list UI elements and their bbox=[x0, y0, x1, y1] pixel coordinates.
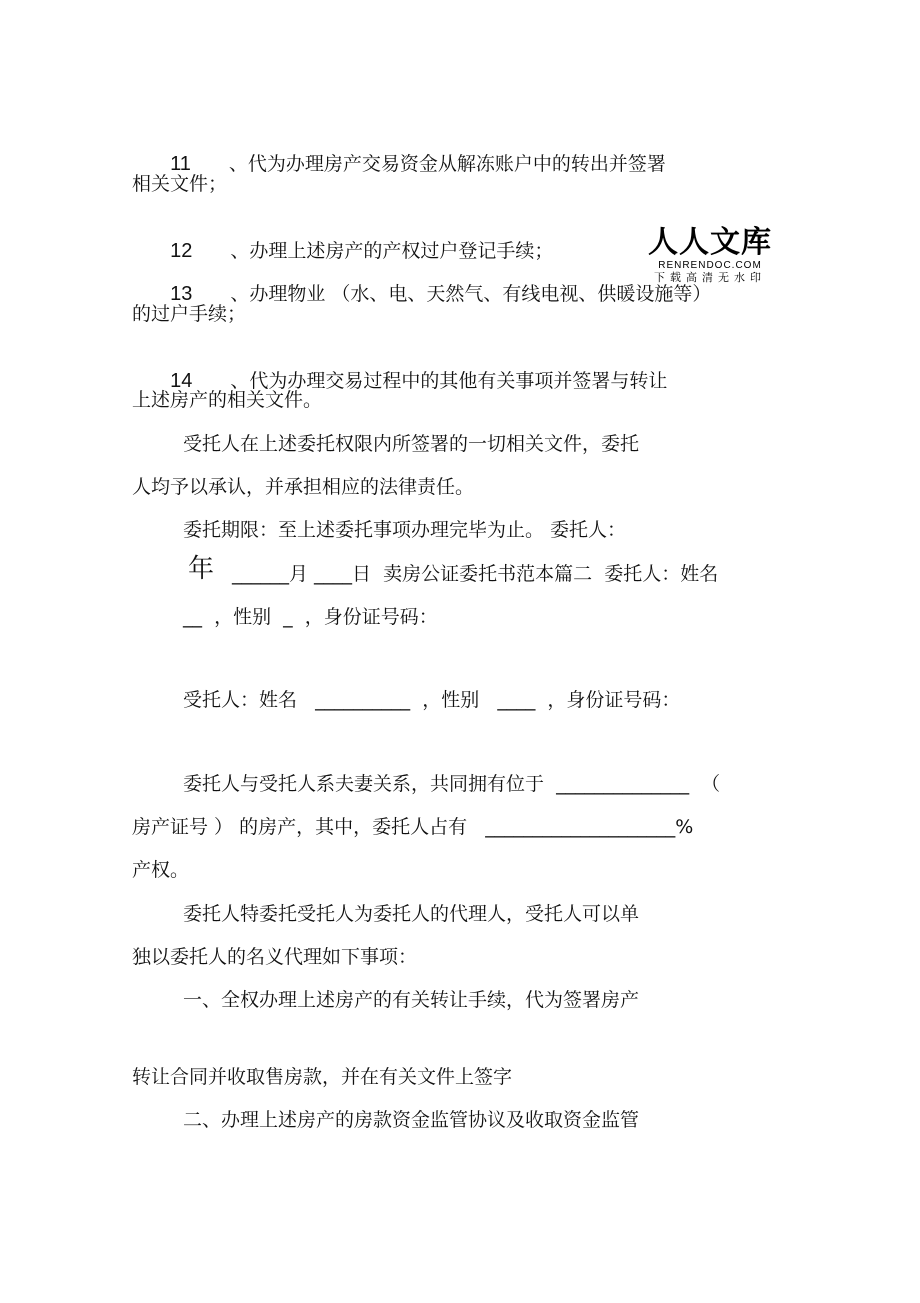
item-number: 11 bbox=[170, 153, 191, 175]
item-number: 12 bbox=[170, 240, 193, 262]
item-text: 、代为办理交易过程中的其他有关事项并签署与转让 bbox=[230, 370, 668, 392]
paragraph-line: 相关文件； bbox=[132, 173, 228, 195]
paragraph-line: 二、办理上述房产的房款资金监管协议及收取资金监管 bbox=[183, 1109, 640, 1131]
watermark-logo bbox=[640, 226, 780, 284]
paragraph-line: 委托人特委托受托人为委托人的代理人，受托人可以单 bbox=[183, 903, 640, 925]
paragraph-line: 产权。 bbox=[132, 859, 190, 881]
paragraph-line: 人均予以承认，并承担相应的法律责任。 bbox=[132, 476, 475, 498]
watermark-title: 人人文库 bbox=[648, 225, 772, 260]
paragraph-line: __ ，性别 _ ，身份证号码： bbox=[183, 606, 438, 628]
paragraph-line: 房产证号 ） 的房产，其中，委托人占有 ____________________% bbox=[132, 816, 694, 838]
item-text: 、办理上述房产的产权过户登记手续； bbox=[230, 240, 554, 262]
item-number: 13 bbox=[170, 283, 193, 305]
list-item-13 bbox=[158, 258, 711, 306]
list-item-11 bbox=[158, 128, 666, 176]
paragraph-line: 受托人：姓名 __________ ，性别 ____ ，身份证号码： bbox=[183, 689, 681, 711]
paragraph-line: 转让合同并收取售房款，并在有关文件上签字 bbox=[132, 1066, 513, 1088]
paragraph-line: 委托人与受托人系夫妻关系，共同拥有位于 ______________ （ bbox=[183, 773, 721, 795]
paragraph-line: 的过户手续； bbox=[132, 303, 247, 325]
item-text: 、代为办理房产交易资金从解冻账户中的转出并签署 bbox=[228, 153, 666, 175]
item-text: 、办理物业 （水、电、天然气、有线电视、供暖设施等） bbox=[230, 283, 712, 305]
item-number: 14 bbox=[170, 370, 193, 392]
year-label: 年 bbox=[188, 554, 215, 584]
watermark-url: RENRENDOC.COM bbox=[658, 260, 762, 271]
paragraph-line: 独以委托人的名义代理如下事项： bbox=[132, 946, 418, 968]
paragraph-line: 受托人在上述委托权限内所签署的一切相关文件，委托 bbox=[183, 433, 640, 455]
paragraph-line: 一、全权办理上述房产的有关转让手续，代为签署房产 bbox=[183, 989, 640, 1011]
paragraph-line: 上述房产的相关文件。 bbox=[132, 389, 323, 411]
list-item-14 bbox=[158, 345, 667, 393]
paragraph-line: ______月 ____日 卖房公证委托书范本篇二 委托人：姓名 bbox=[232, 563, 719, 585]
watermark-slogan: 下载高清无水印 bbox=[654, 271, 766, 284]
paragraph-line: 委托期限：至上述委托事项办理完毕为止。 委托人： bbox=[183, 519, 627, 541]
list-item-12 bbox=[158, 215, 553, 263]
